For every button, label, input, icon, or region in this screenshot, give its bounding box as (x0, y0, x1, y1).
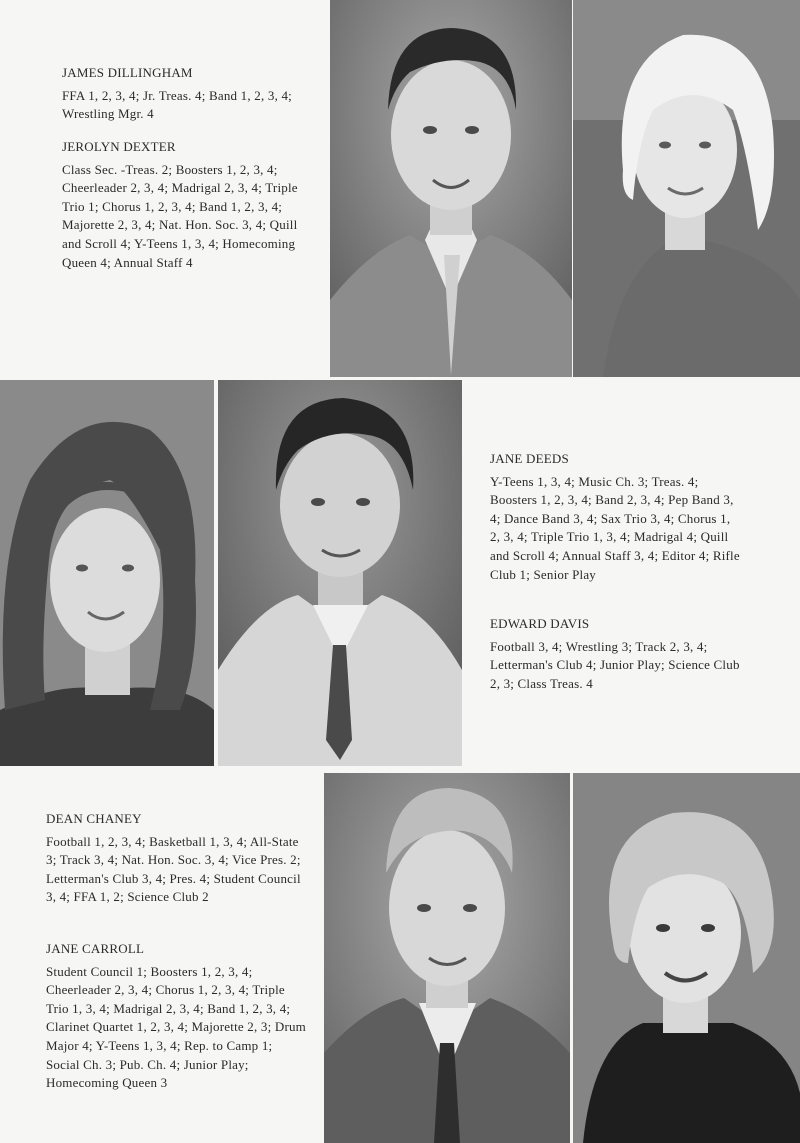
student-activities: Football 1, 2, 3, 4; Basketball 1, 3, 4; All-State 3; Track 3, 4; Nat. Hon. Soc. 3, 4; Vice Pres. 2; Letterman's Club 3, 4; Pres. 4; Student Council 3, 4; FFA 1, 2; Science Club 2 (46, 833, 301, 905)
bio-james-dillingham (62, 64, 312, 124)
student-activities: Football 3, 4; Wrestling 3; Track 2, 3, 4; Letterman's Club 4; Junior Play; Science Club 2, 3; Class Treas. 4 (490, 638, 740, 691)
portrait-photo-dean-chaney (324, 773, 570, 1143)
student-name: JANE DEEDS (490, 451, 569, 466)
student-name: EDWARD DAVIS (490, 616, 590, 631)
student-activities: Student Council 1; Boosters 1, 2, 3, 4; Cheerleader 2, 3, 4; Chorus 1, 2, 3, 4; Triple Trio 1, 3, 4; Madrigal 2, 3, 4; Band 1, 2, 3, 4; Clarinet Quartet 1, 2, 3, 4; Majorette 2, 3; Drum Major 4; Y-Teens 1, 3, 4; Rep. to Camp 1; Social Ch. 3; Pub. Ch. 4; Junior Play; Homecoming Queen 3 (46, 963, 306, 1091)
portrait-photo-james-dillingham (330, 0, 572, 377)
bio-jerolyn-dexter (62, 138, 314, 272)
student-name: JAMES DILLINGHAM (62, 65, 193, 80)
bio-dean-chaney (46, 810, 308, 907)
bio-edward-davis (490, 615, 740, 693)
portrait-photo-jane-carroll (573, 773, 800, 1143)
student-name: DEAN CHANEY (46, 811, 142, 826)
bio-jane-deeds (490, 450, 740, 584)
student-activities: FFA 1, 2, 3, 4; Jr. Treas. 4; Band 1, 2, 3, 4; Wrestling Mgr. 4 (62, 87, 292, 122)
portrait-photo-jane-deeds (0, 380, 214, 766)
bio-jane-carroll (46, 940, 308, 1093)
student-activities: Class Sec. -Treas. 2; Boosters 1, 2, 3, 4; Cheerleader 2, 3, 4; Madrigal 2, 3, 4; Triple Trio 1; Chorus 1, 2, 3, 4; Band 1, 2, 3, 4; Majorette 2, 3, 4; Nat. Hon. Soc. 3, 4; Quill and Scroll 4; Y-Teens 1, 3, 4; Homecoming Queen 4; Annual Staff 4 (62, 161, 298, 270)
student-name: JEROLYN DEXTER (62, 139, 176, 154)
portrait-photo-jerolyn-dexter (573, 0, 800, 377)
student-name: JANE CARROLL (46, 941, 145, 956)
portrait-photo-edward-davis (218, 380, 462, 766)
student-activities: Y-Teens 1, 3, 4; Music Ch. 3; Treas. 4; Boosters 1, 2, 3, 4; Band 2, 3, 4; Pep Band 3, 4; Dance Band 3, 4; Sax Trio 3, 4; Chorus 1, 2, 3, 4; Triple Trio 1, 3, 4; Madrigal 4; Quill and Scroll 4; Annual Staff 3, 4; Editor 4; Rifle Club 1; Senior Play (490, 473, 740, 582)
